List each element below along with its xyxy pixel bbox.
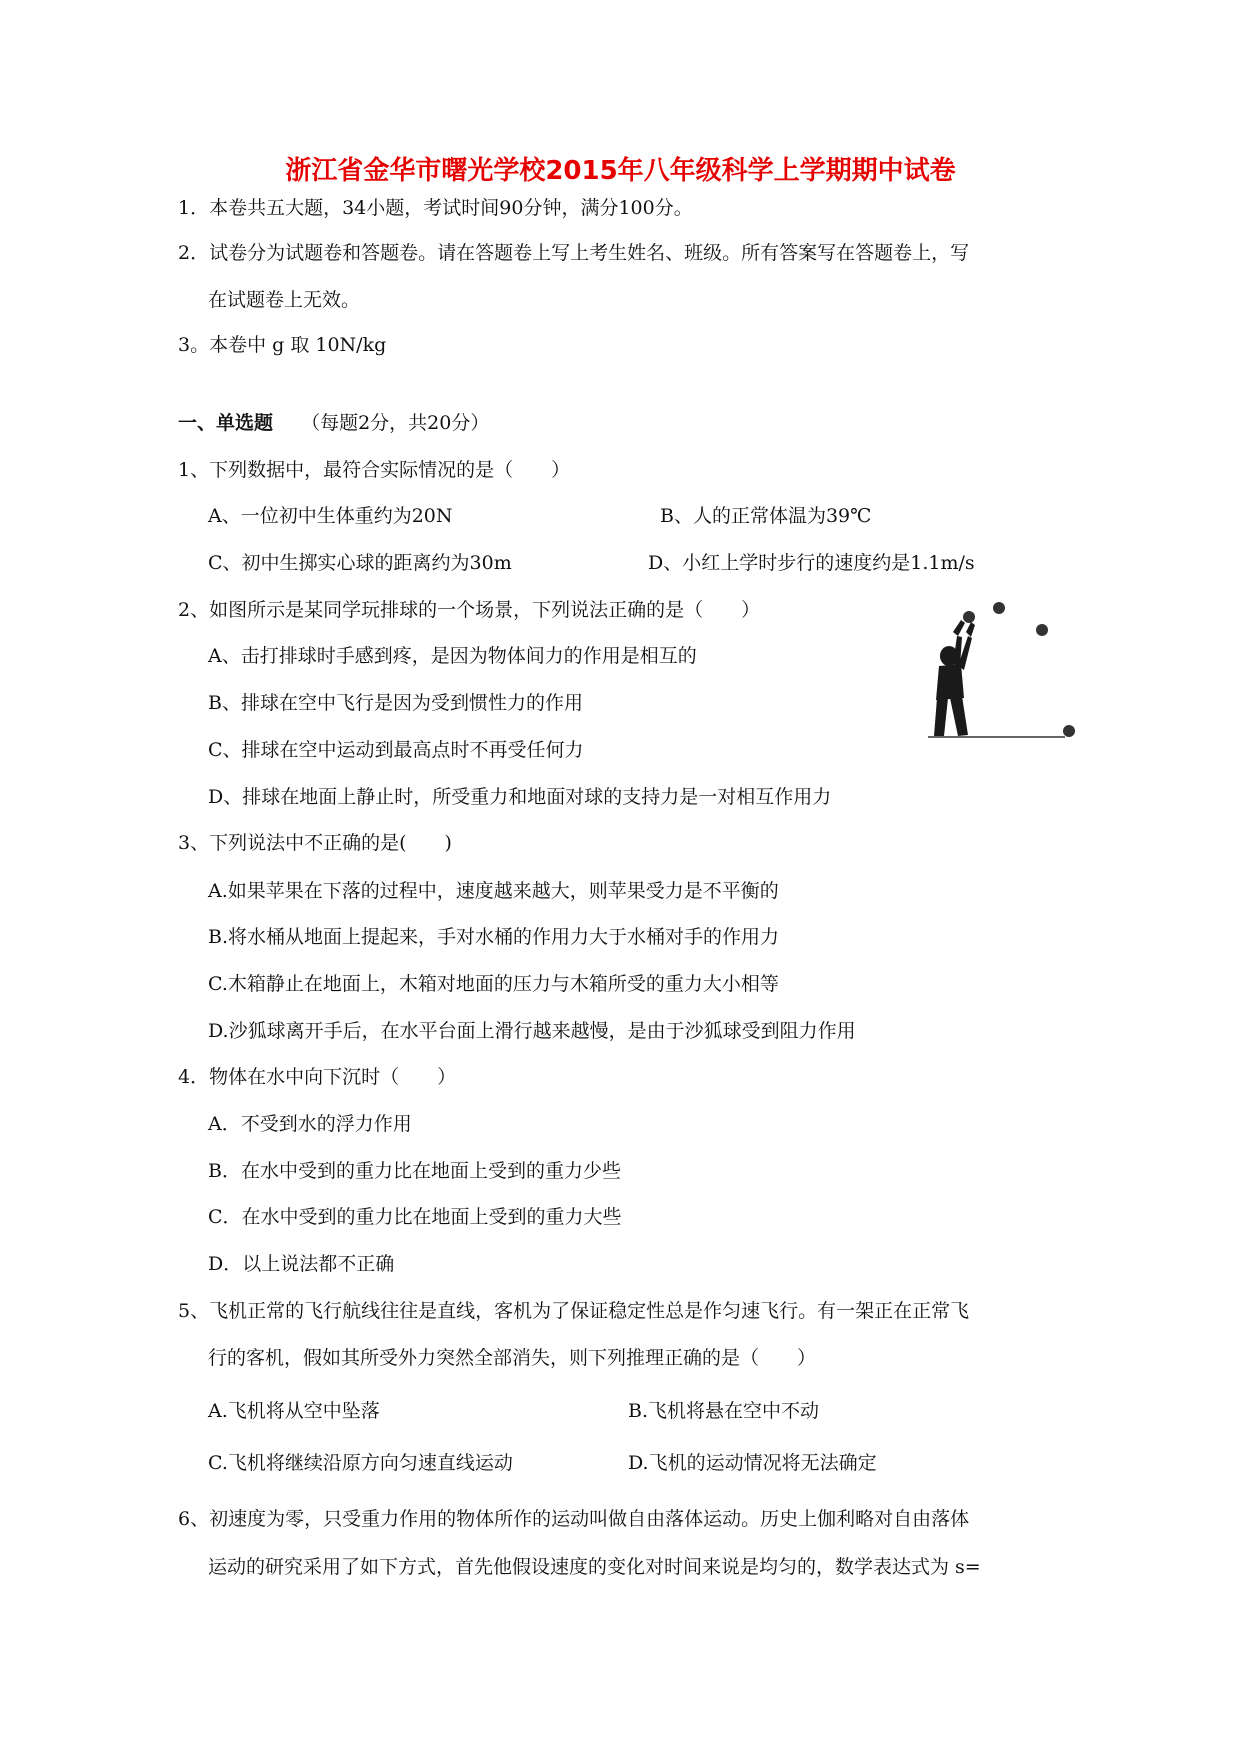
volleyball-player-figure	[920, 592, 1080, 744]
question-5-stem-line-2: 行的客机，假如其所受外力突然全部消失，则下列推理正确的是（ ）	[208, 1347, 817, 1369]
page-title: 浙江省金华市曙光学校2015年八年级科学上学期期中试卷	[285, 156, 956, 186]
instruction-3: 3。本卷中 g 取 10N/kg	[178, 334, 387, 356]
question-4-option-d: D．以上说法都不正确	[208, 1253, 395, 1275]
question-5-stem-line-1: 5、飞机正常的飞行航线往往是直线，客机为了保证稳定性总是作匀速飞行。有一架正在正常飞	[178, 1300, 970, 1322]
instruction-2: 2．试卷分为试题卷和答题卷。请在答题卷上写上考生姓名、班级。所有答案写在答题卷上，写	[178, 242, 970, 264]
player-silhouette-icon	[934, 620, 975, 736]
instruction-1: 1．本卷共五大题，34小题，考试时间90分钟，满分100分。	[178, 197, 693, 219]
question-1-option-a: A、一位初中生体重约为20N	[208, 505, 453, 527]
section-heading	[178, 408, 489, 435]
question-5-option-d: D.飞机的运动情况将无法确定	[628, 1452, 877, 1474]
question-4-option-c: C．在水中受到的重力比在地面上受到的重力大些	[208, 1206, 622, 1228]
question-3-option-d: D.沙狐球离开手后，在水平台面上滑行越来越慢，是由于沙狐球受到阻力作用	[208, 1020, 856, 1042]
instruction-2-continued: 在试题卷上无效。	[208, 289, 361, 311]
question-5-option-b: B.飞机将悬在空中不动	[628, 1400, 820, 1422]
question-1-stem: 1、下列数据中，最符合实际情况的是（ ）	[178, 459, 571, 481]
question-5-option-a: A.飞机将从空中坠落	[208, 1400, 380, 1422]
question-2-stem: 2、如图所示是某同学玩排球的一个场景，下列说法正确的是（ ）	[178, 599, 761, 621]
question-3-stem: 3、下列说法中不正确的是( )	[178, 832, 452, 854]
question-6-stem-line-1: 6、初速度为零，只受重力作用的物体所作的运动叫做自由落体运动。历史上伽利略对自由落体	[178, 1508, 970, 1530]
question-6-stem-line-2: 运动的研究采用了如下方式，首先他假设速度的变化对时间来说是均匀的，数学表达式为 s=	[208, 1556, 981, 1578]
section-info: （每题2分，共20分）	[301, 412, 490, 434]
question-3-option-a: A.如果苹果在下落的过程中，速度越来越大，则苹果受力是不平衡的	[208, 880, 779, 902]
question-5-option-c: C.飞机将继续沿原方向匀速直线运动	[208, 1452, 513, 1474]
question-4-option-b: B．在水中受到的重力比在地面上受到的重力少些	[208, 1160, 621, 1182]
question-2-option-c: C、排球在空中运动到最高点时不再受任何力	[208, 739, 584, 761]
question-2-option-d: D、排球在地面上静止时，所受重力和地面对球的支持力是一对相互作用力	[208, 786, 832, 808]
question-1-option-d: D、小红上学时步行的速度约是1.1m/s	[648, 552, 975, 574]
question-3-option-b: B.将水桶从地面上提起来，手对水桶的作用力大于水桶对手的作用力	[208, 926, 780, 948]
question-4-option-a: A．不受到水的浮力作用	[208, 1113, 412, 1135]
section-title: 一、单选题	[178, 412, 274, 434]
question-1-option-b: B、人的正常体温为39℃	[660, 505, 872, 527]
question-3-option-c: C.木箱静止在地面上，木箱对地面的压力与木箱所受的重力大小相等	[208, 973, 779, 995]
question-2-option-b: B、排球在空中飞行是因为受到惯性力的作用	[208, 692, 583, 714]
volleyball-icon	[963, 602, 1075, 737]
question-4-stem: 4．物体在水中向下沉时（ ）	[178, 1066, 457, 1088]
question-2-option-a: A、击打排球时手感到疼，是因为物体间力的作用是相互的	[208, 645, 697, 667]
question-1-option-c: C、初中生掷实心球的距离约为30m	[208, 552, 512, 574]
